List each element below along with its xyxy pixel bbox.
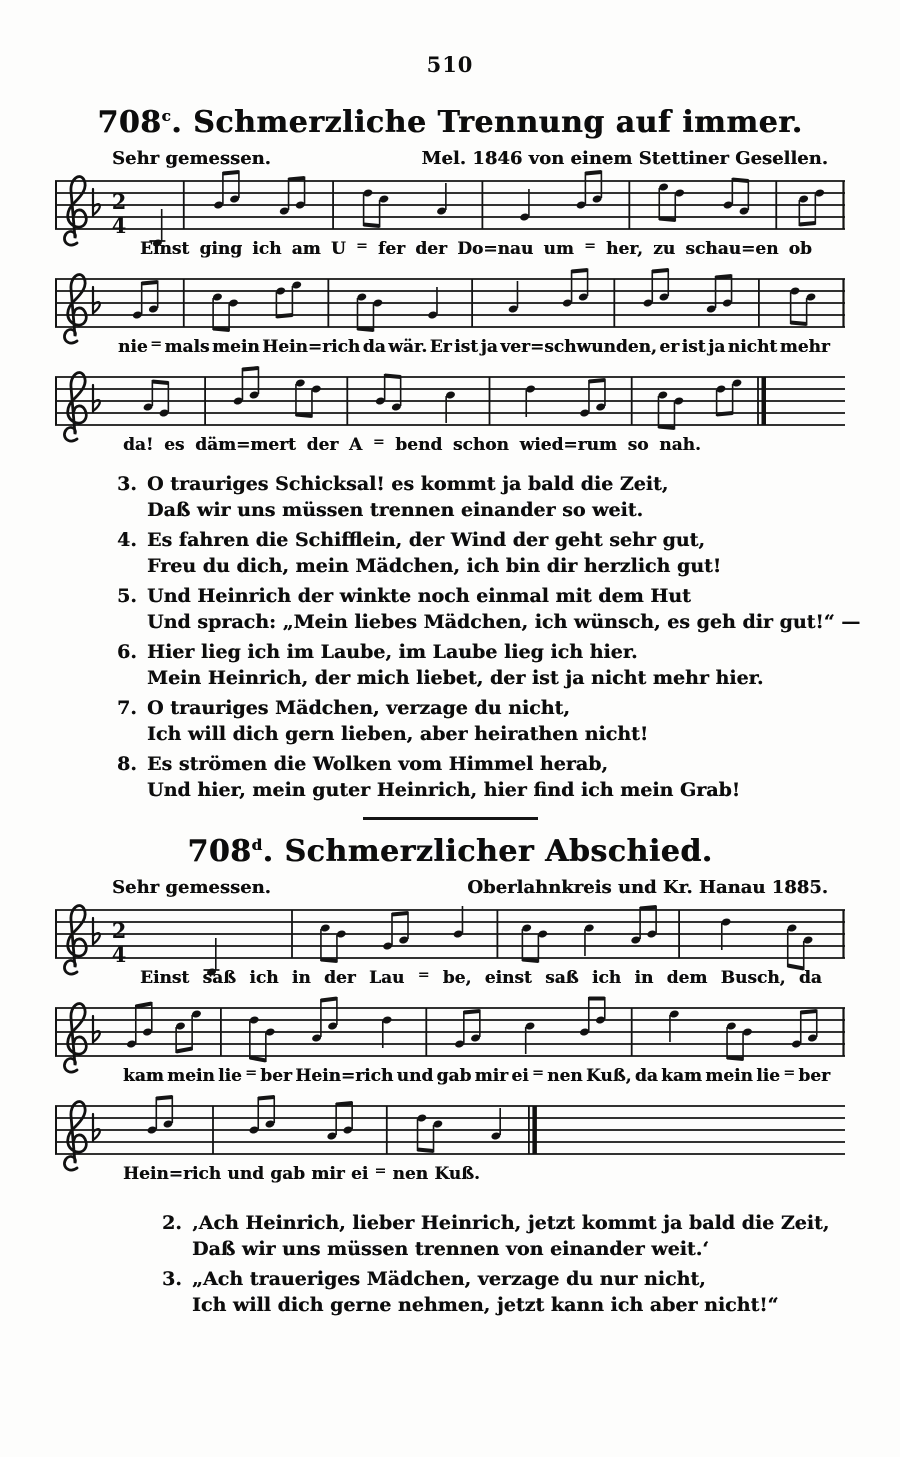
lyric-syllable: lie [218,1066,242,1086]
lyric-syllable: ber [798,1066,830,1086]
lyrics-line [123,1164,480,1184]
lyric-syllable: = [372,434,385,450]
lyric-syllable: Einst [140,968,190,988]
lyric-syllable: mein [212,337,260,357]
lyric-syllable: einst [484,968,532,988]
treble-clef-icon [64,906,86,975]
verse-number: 6. [117,641,137,663]
song-meta-row [112,877,828,898]
music-systems-708d [0,898,900,1184]
lyric-syllable: bend [395,435,443,455]
lyric-syllable: gab [436,1066,472,1086]
tempo-marking: Sehr gemessen. [112,148,271,169]
lyric-syllable: nah. [659,435,701,455]
lyric-syllable: fer [377,239,406,259]
lyric-syllable: der [415,239,447,259]
verses-708d [162,1210,900,1318]
song-title-text: Schmerzlicher Abschied. [284,834,713,869]
verses-708c [117,471,900,803]
lyric-syllable: Einst [140,239,190,259]
lyric-syllable: er [659,337,680,357]
verse-line: Und sprach: „Mein liebes Mädchen, ich wünsch, es geh dir gut!“ — [147,611,861,633]
verse-number: 3. [162,1268,182,1290]
lyric-syllable: Busch, [720,968,786,988]
lyric-syllable: lie [756,1066,780,1086]
verse-line: Ich will dich gern lieben, aber heirathen nicht! [147,723,649,745]
song-number: 708 [97,105,162,140]
verse [117,527,900,579]
verse [117,639,900,691]
lyric-syllable: Hein=rich [262,337,361,357]
lyric-syllable: nie [118,337,148,357]
lyric-syllable: = [584,238,596,254]
lyric-syllable: so [627,435,649,455]
lyric-syllable: der [306,435,339,455]
verse-line: Daß wir uns müssen trennen von einander weit.‘ [192,1238,709,1260]
lyric-syllable: da [798,968,822,988]
lyrics-line [123,1066,830,1086]
music-systems-708c [0,169,900,455]
lyric-syllable: zu [653,239,676,259]
lyric-syllable: Hein=rich [295,1066,394,1086]
lyric-syllable: mehr [779,337,830,357]
lyric-syllable: = [417,967,430,983]
lyric-syllable: ich [252,239,282,259]
time-signature: 4 [111,942,127,967]
song-title-708c: 708$^c$. Schmerzliche Trennung auf immer. [97,105,803,140]
treble-clef-icon [64,1102,86,1171]
lyric-syllable: dem [666,968,708,988]
lyric-syllable: = [532,1065,544,1081]
lyric-syllable: schau=en [685,239,779,259]
lyrics-line [140,968,822,988]
verse [117,695,900,747]
verse-line: O trauriges Mädchen, verzage du nicht, [147,697,570,719]
song-title-text: Schmerzliche Trennung auf immer. [193,105,803,140]
section-divider [363,817,538,820]
lyric-syllable: nen [547,1066,583,1086]
lyric-syllable: in [634,968,654,988]
verse-line: Und hier, mein guter Heinrich, hier find ich mein Grab! [147,779,741,801]
lyric-syllable: ei [511,1066,529,1086]
staff-system [55,996,855,1086]
lyric-syllable: am [291,239,321,259]
lyric-syllable: ist [454,337,479,357]
lyric-syllable: wär. [388,337,428,357]
lyric-syllable: es [164,435,185,455]
time-signature: 4 [111,213,127,238]
lyric-syllable: mir [474,1066,509,1086]
lyrics-line [140,239,812,259]
lyrics-line [118,337,830,357]
page-number: 510 [426,52,474,77]
source-attribution: Mel. 1846 von einem Stettiner Gesellen. [421,148,828,169]
lyric-syllable: da! [123,435,154,455]
verse-line: „Ach traueriges Mädchen, verzage du nur nicht, [192,1268,706,1290]
song-meta-row [112,148,828,169]
verse [162,1266,900,1318]
staff-system [55,169,855,259]
lyric-syllable: U [330,239,346,259]
lyric-syllable: nicht [727,337,778,357]
time-signature: 2 [111,189,127,214]
verse-number: 5. [117,585,137,607]
verse-number: 2. [162,1212,182,1234]
song-number-superscript: d [251,836,263,854]
lyric-syllable: gab [270,1164,306,1184]
lyric-syllable: ich [591,968,622,988]
lyric-syllable: Hein=rich [123,1164,222,1184]
verse-line: O trauriges Schicksal! es kommt ja bald die Zeit, [147,473,669,495]
verse-number: 4. [117,529,137,551]
lyric-syllable: ber [260,1066,292,1086]
verse-line: Ich will dich gerne nehmen, jetzt kann ich aber nicht!“ [192,1294,779,1316]
verse-line: Daß wir uns müssen trennen einander so weit. [147,499,644,521]
lyrics-line [123,435,701,455]
lyric-syllable: Er [429,337,452,357]
verse-number: 3. [117,473,137,495]
staff-system [55,1094,855,1184]
lyric-syllable: ich [249,968,279,988]
verse-number: 8. [117,753,137,775]
lyric-syllable: = [245,1065,257,1081]
verse-line: Hier lieg ich im Laube, im Laube lieg ich hier. [147,641,638,663]
verse [117,751,900,803]
lyric-syllable: Kuß. [434,1164,480,1184]
lyric-syllable: däm=mert [195,435,296,455]
lyric-syllable: ver=schwunden, [500,337,657,357]
lyric-syllable: her, [606,239,643,259]
treble-clef-icon [64,275,86,344]
verse-line: Mein Heinrich, der mich liebet, der ist ja nicht mehr hier. [147,667,764,689]
lyric-syllable: Do=nau [457,239,534,259]
lyric-syllable: ist [681,337,706,357]
source-attribution: Oberlahnkreis und Kr. Hanau 1885. [467,877,828,898]
tempo-marking: Sehr gemessen. [112,877,271,898]
verse [117,583,900,635]
lyric-syllable: nen [392,1164,429,1184]
lyric-syllable: Lau [369,968,405,988]
lyric-syllable: mein [705,1066,753,1086]
lyric-syllable: kam [661,1066,702,1086]
lyric-syllable: be, [442,968,472,988]
song-number-superscript: c [161,107,172,125]
lyric-syllable: = [355,238,368,254]
song-number: 708 [187,834,252,869]
lyric-syllable: mir [311,1164,345,1184]
lyric-syllable: wied=rum [519,435,617,455]
lyric-syllable: mein [167,1066,215,1086]
time-signature: 2 [111,918,127,943]
lyric-syllable: A [348,435,363,455]
treble-clef-icon [64,373,86,442]
lyric-syllable: kam [123,1066,164,1086]
lyric-syllable: da [634,1066,658,1086]
staff-system [55,365,855,455]
verse [162,1210,900,1262]
lyric-syllable: ei [350,1164,369,1184]
lyric-syllable: in [291,968,311,988]
verse-line: ‚Ach Heinrich, lieber Heinrich, jetzt kommt ja bald die Zeit, [192,1212,830,1234]
lyric-syllable: schon [452,435,509,455]
lyric-syllable: da [362,337,386,357]
lyric-syllable: saß [202,968,237,988]
verse-line: Und Heinrich der winkte noch einmal mit dem Hut [147,585,691,607]
lyric-syllable: ging [199,239,243,259]
treble-clef-icon [64,1004,86,1073]
lyric-syllable: saß [545,968,579,988]
lyric-syllable: ja [708,337,726,357]
lyric-syllable: ob [788,239,812,259]
lyric-syllable: und [396,1066,434,1086]
staff-system [55,267,855,357]
lyric-syllable: = [150,336,162,352]
song-title-708d: 708$^d$. Schmerzlicher Abschied. [187,834,713,869]
staff-system [55,898,855,988]
verse-number: 7. [117,697,137,719]
verse-line: Es fahren die Schifflein, der Wind der geht sehr gut, [147,529,705,551]
lyric-syllable: mals [164,337,210,357]
verse-line: Freu du dich, mein Mädchen, ich bin dir herzlich gut! [147,555,722,577]
lyric-syllable: und [227,1164,264,1184]
verse [117,471,900,523]
verse-line: Es strömen die Wolken vom Himmel herab, [147,753,608,775]
lyric-syllable: Kuß, [585,1066,632,1086]
lyric-syllable: um [543,239,574,259]
lyric-syllable: der [324,968,356,988]
lyric-syllable: ja [480,337,498,357]
treble-clef-icon [64,177,86,246]
lyric-syllable: = [783,1065,795,1081]
lyric-syllable: = [374,1163,387,1179]
